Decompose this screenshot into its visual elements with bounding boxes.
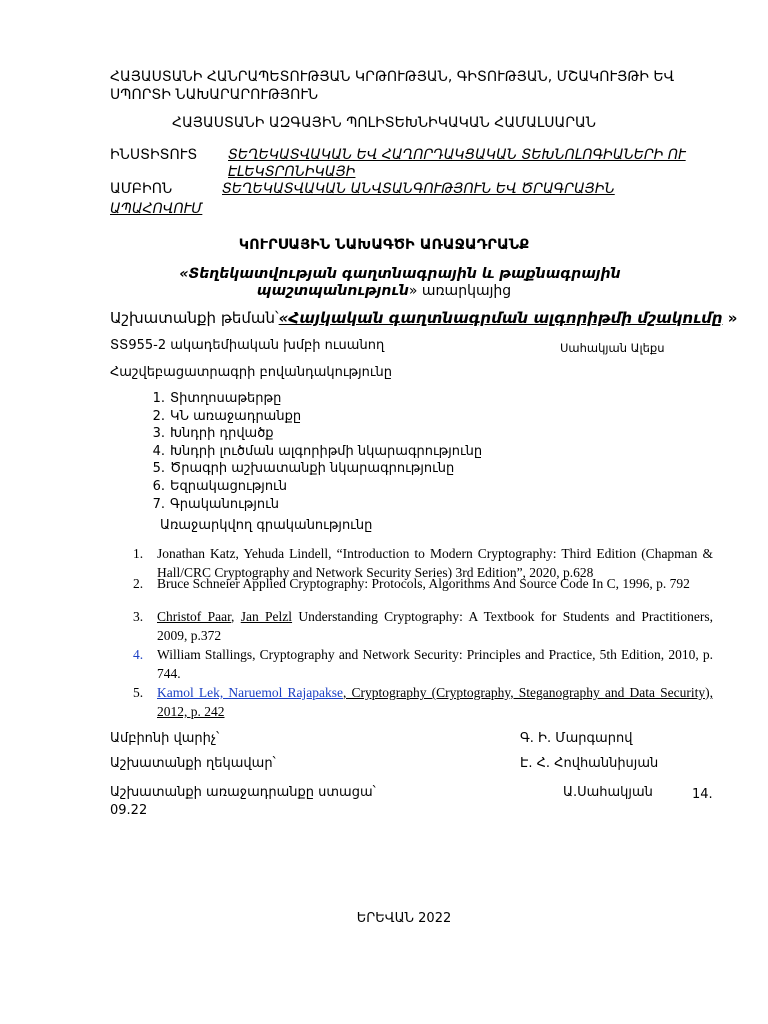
chair-value-line-2: ԱՊԱՀՈՎՈՒՄ — [110, 201, 203, 217]
chair-label: ԱՄԲԻՈՆ — [110, 181, 173, 197]
contents-label: Հաշվեբացատրագրի բովանդակությունը — [110, 365, 392, 380]
contents-item: 4. Խնդրի լուծման ալգորիթմի նկարագրությունը — [152, 443, 483, 459]
authors-link-lek-rajapakse[interactable]: Kamol Lek, Naruemol Rajapakse — [157, 685, 343, 700]
institute-value-line-2: ԷԼԵԿՏՐՈՆԻԿԱՅԻ — [228, 164, 356, 180]
ministry-line-1: ՀԱՅԱՍՏԱՆԻ ՀԱՆՐԱՊԵՏՈՒԹՅԱՆ ԿՐԹՈՒԹՅԱՆ, ԳԻՏՈՒԹՅԱՆ, ՄՇԱԿՈՒՅԹԻ ԵՎ — [110, 69, 675, 85]
topic-value: «Հայկական գաղտնագրման ալգորիթմի մշակումը — [278, 309, 723, 327]
assignment-title: ԿՈՒՐՍԱՅԻՆ ՆԱԽԱԳԾԻ ԱՌԱՋԱԴՐԱՆՔ — [238, 237, 530, 253]
city-year: ԵՐԵՎԱՆ 2022 — [356, 911, 452, 926]
contents-item: 1. Տիտղոսաթերթը — [152, 391, 282, 406]
contents-item: 5. Ծրագրի աշխատանքի նկարագրությունը — [152, 461, 455, 477]
literature-item: 3. Christof Paar, Jan Pelzl Understanding Cryptography: A Textbook for Students and Practitioners, 2009, p.372 — [133, 609, 713, 643]
literature-item: 2. Bruce Schneier Applied Cryptography: Protocols, Algorithms And Source Code In C, 1996, p. 792 — [133, 576, 690, 591]
contents-item: 6. Եզրակացություն — [152, 478, 287, 494]
ministry-line-2: ՍՊՈՐՏԻ ՆԱԽԱՐԱՐՈՒԹՅՈՒՆ — [110, 87, 319, 103]
subject-line-2 — [0, 283, 768, 299]
supervisor-name: Է. Հ. Հովհաննիսյան — [520, 756, 659, 771]
contents-item: 3. Խնդրի դրվածք — [152, 426, 274, 442]
supervisor-label: Աշխատանքի ղեկավար՝ — [110, 756, 276, 771]
institute-label: ԻՆՍՏԻՏՈՒՏ — [110, 147, 198, 163]
student-name: Սահակյան Ալեքս — [560, 341, 665, 355]
literature-item: 1. Jonathan Katz, Yehuda Lindell, “Introduction to Modern Cryptography: Third Edition (Chapman & Hall/CRC Cryptography and Network Security Series) 3rd Edition”, 2020, p.628 — [133, 546, 713, 580]
chair-head-label: Ամբիոնի վարիչ՝ — [110, 731, 220, 746]
subject-name-part: պաշտպանություն — [256, 283, 409, 299]
received-date-part-2: 09.22 — [110, 803, 148, 818]
literature-item: 4. William Stallings, Cryptography and Network Security: Principles and Practice, 5th Edition, 2010, p. 744. — [133, 647, 713, 681]
student-group: ՏՏ955-2 ակադեմիական խմբի ուսանող — [110, 338, 385, 353]
literature-label: Առաջարկվող գրականությունը — [160, 518, 373, 533]
received-label: Աշխատանքի առաջադրանքը ստացա՝ — [110, 785, 376, 800]
received-date-part-1: 14. — [692, 787, 713, 802]
subject-suffix: » առարկայից — [408, 283, 512, 299]
contents-list — [143, 391, 482, 514]
received-name: Ա.Սահակյան — [563, 785, 653, 800]
author-link-pelzl[interactable]: Jan Pelzl — [240, 609, 293, 624]
subject-line-1: «Տեղեկատվության գաղտնագրային և թաքնագրային — [179, 266, 621, 282]
institute-value-line-1: ՏԵՂԵԿԱՏՎԱԿԱՆ ԵՎ ՀԱՂՈՐԴԱԿՑԱԿԱՆ ՏԵԽՆՈԼՈԳԻԱՆԵՐԻ ՈՒ — [228, 147, 686, 163]
university-name: ՀԱՅԱՍՏԱՆԻ ԱԶԳԱՅԻՆ ՊՈԼԻՏԵԽՆԻԿԱԿԱՆ ՀԱՄԱԼՍԱՐԱՆ — [172, 115, 596, 131]
literature-item: 5. Kamol Lek, Naruemol Rajapakse, Cryptography (Cryptography, Steganography and Data Security), 2012, p. 242 — [133, 685, 713, 719]
contents-item: 7. Գրականություն — [152, 496, 279, 512]
chair-head-name: Գ. Ի. Մարգարով — [520, 731, 633, 746]
topic-label: Աշխատանքի թեման՝ — [110, 309, 279, 327]
chair-value-line-1: ՏԵՂԵԿԱՏՎԱԿԱՆ ԱՆՎՏԱՆԳՈՒԹՅՈՒՆ ԵՎ ԾՐԱԳՐԱՅԻՆ — [222, 181, 615, 197]
topic-line — [110, 309, 737, 327]
topic-close: » — [722, 309, 738, 327]
author-link-paar[interactable]: Christof Paar — [157, 609, 232, 624]
contents-item: 2. ԿՆ առաջադրանքը — [152, 408, 302, 424]
